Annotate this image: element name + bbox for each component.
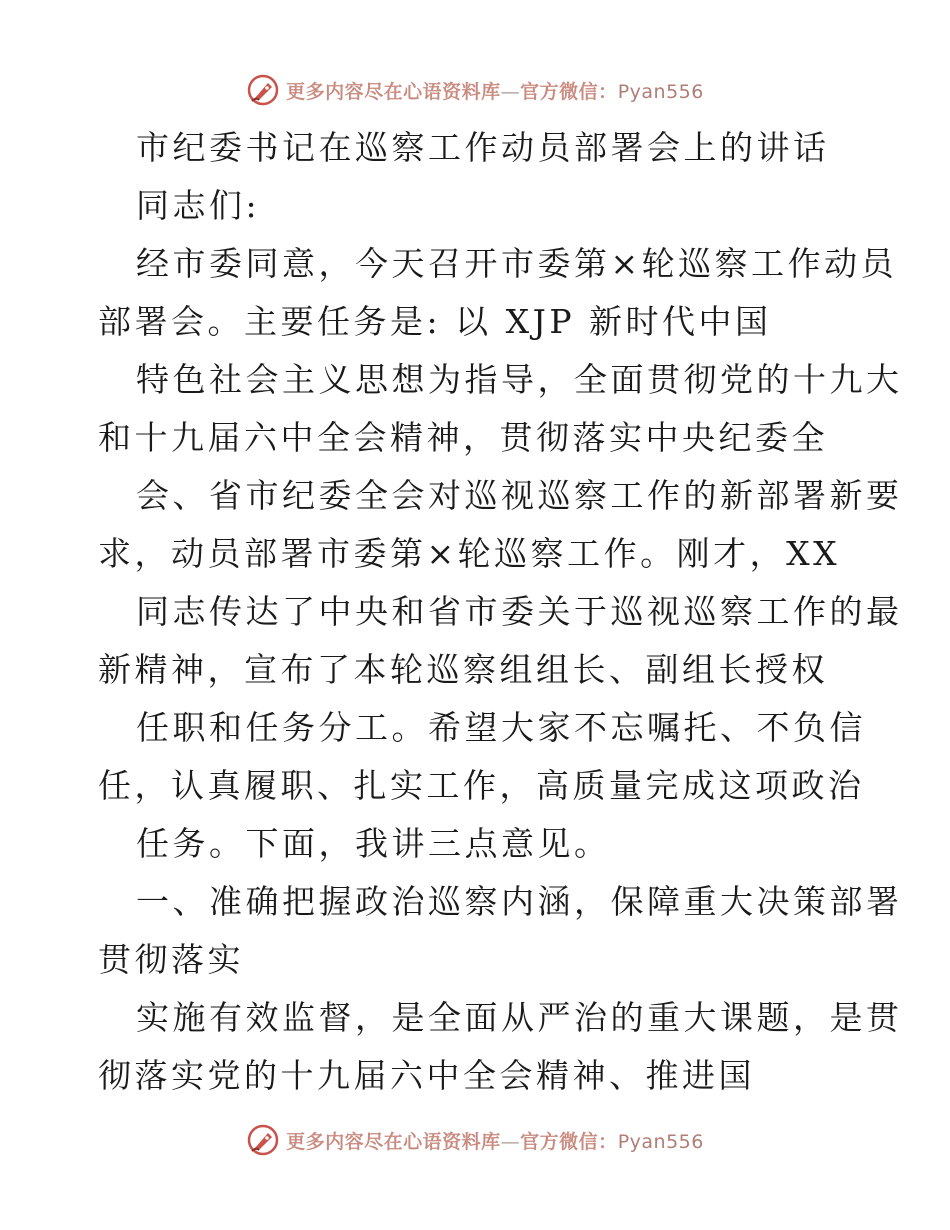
section-heading-continued: 贯彻落实 — [98, 940, 244, 979]
watermark-channel: 官方微信： — [520, 1130, 618, 1153]
text-line: 同志传达了中央和省市委关于巡视巡察工作的最 — [136, 592, 903, 631]
text-line: 任务。下面，我讲三点意见。 — [136, 824, 611, 863]
header-watermark — [0, 70, 950, 110]
text-line: 和十九届六中全会精神，贯彻落实中央纪委全 — [98, 418, 828, 457]
section-heading: 一、准确把握政治巡察内涵，保障重大决策部署 — [136, 882, 903, 921]
watermark-site: 更多内容尽在心语资料库 — [286, 80, 501, 103]
watermark-site: 更多内容尽在心语资料库 — [286, 1130, 501, 1153]
text-line: 会、省市纪委全会对巡视巡察工作的新部署新要 — [136, 476, 903, 515]
watermark-account: Pyan556 — [617, 80, 704, 103]
document-title: 市纪委书记在巡察工作动员部署会上的讲话 — [136, 128, 830, 167]
text-line: 部署会。主要任务是: 以 XJP 新时代中国 — [98, 302, 772, 341]
watermark-separator: — — [500, 80, 521, 103]
text-line: 实施有效监督，是全面从严治的重大课题，是贯 — [136, 998, 903, 1037]
pen-nib-logo-icon — [246, 1123, 280, 1157]
watermark-account: Pyan556 — [617, 1130, 704, 1153]
watermark-channel: 官方微信： — [520, 80, 618, 103]
text-line: 彻落实党的十九届六中全会精神、推进国 — [98, 1056, 755, 1095]
pen-nib-logo-icon — [246, 73, 280, 107]
text-line: 任职和任务分工。希望大家不忘嘱托、不负信 — [136, 708, 866, 747]
text-line: 经市委同意，今天召开市委第×轮巡察工作动员 — [136, 244, 898, 283]
text-line: 同志们: — [136, 186, 261, 225]
watermark-separator: — — [500, 1130, 521, 1153]
text-line: 求，动员部署市委第×轮巡察工作。刚才，XX — [98, 534, 841, 573]
text-line: 新精神，宣布了本轮巡察组组长、副组长授权 — [98, 650, 828, 689]
watermark-text — [286, 1127, 704, 1154]
footer-watermark — [0, 1120, 950, 1160]
text-line: 特色社会主义思想为指导，全面贯彻党的十九大 — [136, 360, 903, 399]
watermark-text — [286, 77, 704, 104]
text-line: 任，认真履职、扎实工作，高质量完成这项政治 — [98, 766, 865, 805]
